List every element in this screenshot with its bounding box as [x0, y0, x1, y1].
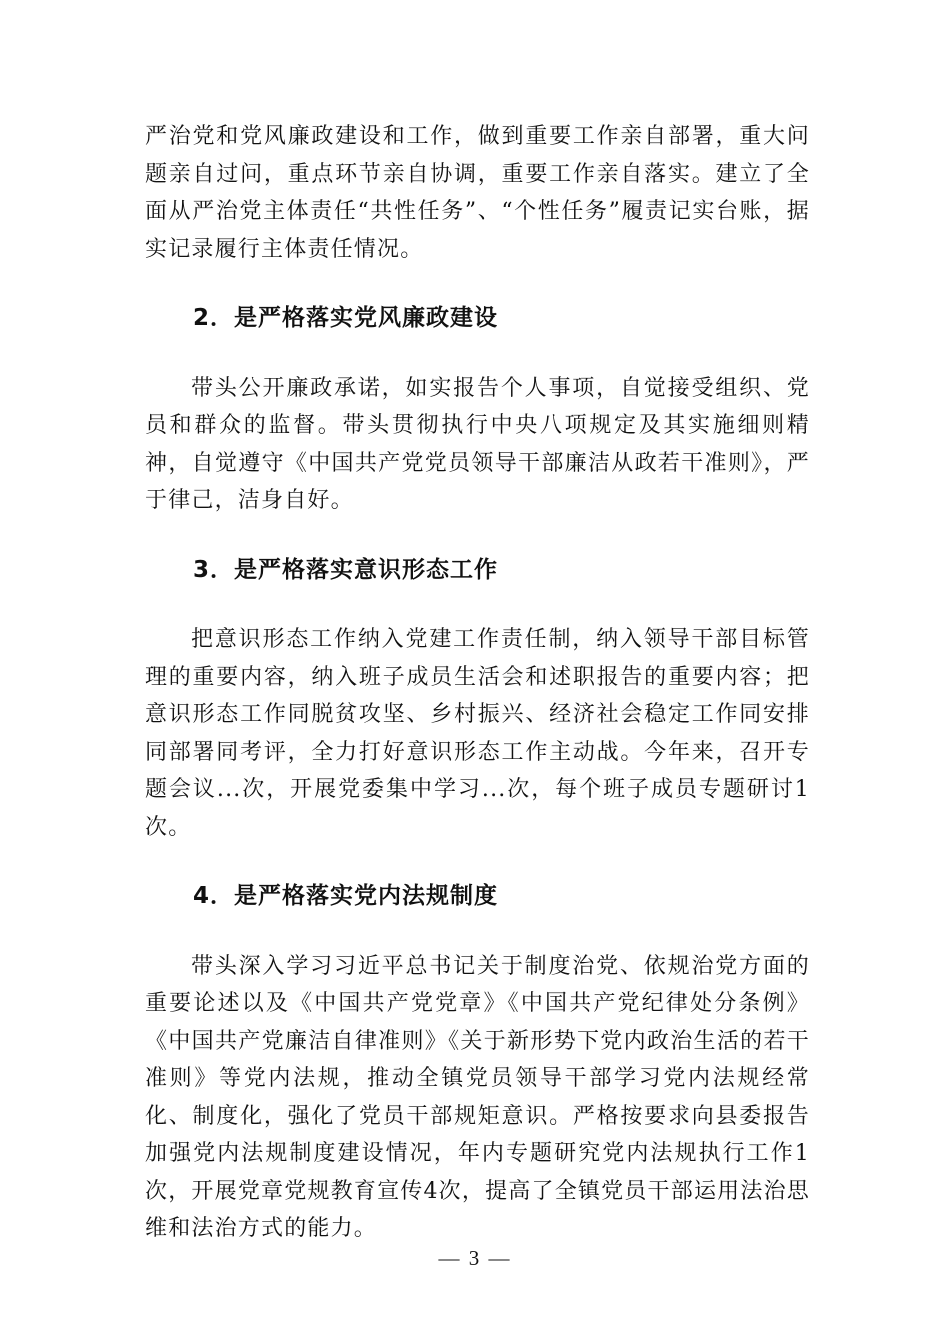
section-paragraph-4: 带头深入学习习近平总书记关于制度治党、依规治党方面的重要论述以及《中国共产党党章》《中国共产党纪律处分条例》《中国共产党廉洁自律准则》《关于新形势下党内政治生活的若干准则》等党内法规，推动全镇党员领导干部学习党内法规经常化、制度化，强化了党员干部规矩意识。严格按要求向县委报告加强党内法规制度建设情况，年内专题研究党内法规执行工作1次，开展党章党规教育宣传4次，提高了全镇党员干部运用法治思维和法治方式的能力。: [145, 953, 810, 1241]
section-heading-4: 4．是严格落实党内法规制度: [193, 883, 499, 909]
section-heading-2: 2．是严格落实党风廉政建设: [193, 305, 499, 331]
section-paragraph-2: 带头公开廉政承诺，如实报告个人事项，自觉接受组织、党员和群众的监督。带头贯彻执行中央八项规定及其实施细则精神，自觉遵守《中国共产党党员领导干部廉洁从政若干准则》，严于律己，洁身自好。: [145, 375, 810, 513]
page-number: — 3 —: [438, 1246, 512, 1270]
continuation-paragraph: 严治党和党风廉政建设和工作，做到重要工作亲自部署，重大问题亲自过问，重点环节亲自协调，重要工作亲自落实。建立了全面从严治党主体责任“共性任务”、“个性任务”履责记实台账，据实记录履行主体责任情况。: [145, 124, 810, 262]
section-heading-3: 3．是严格落实意识形态工作: [193, 556, 499, 583]
document-body: [145, 118, 810, 1248]
section-paragraph-3: 把意识形态工作纳入党建工作责任制，纳入领导干部目标管理的重要内容，纳入班子成员生活会和述职报告的重要内容；把意识形态工作同脱贫攻坚、乡村振兴、经济社会稳定工作同安排同部署同考评，全力打好意识形态工作主动战。今年来，召开专题会议...次，开展党委集中学习...次，每个班子成员专题研讨1次。: [145, 627, 810, 840]
